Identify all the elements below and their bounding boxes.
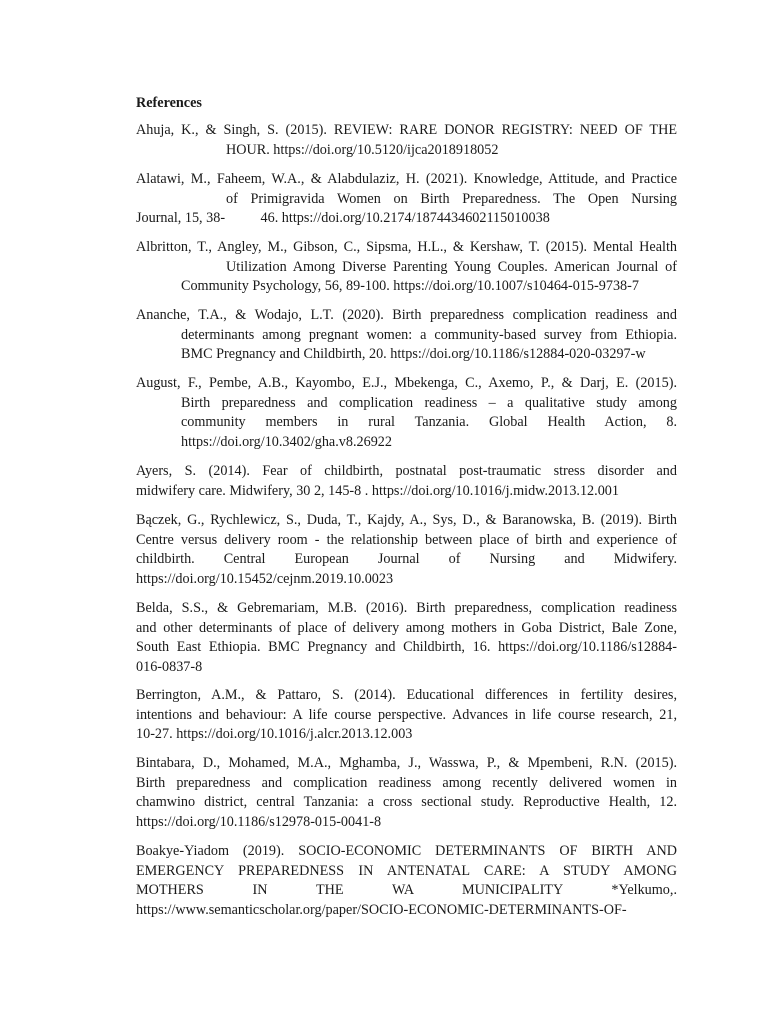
reference-entry-belda bbox=[136, 599, 677, 677]
reference-line: BMC Pregnancy and Childbirth, 20. https://doi.org/10.1186/s12884-020-03297-w bbox=[181, 346, 646, 363]
reference-entry-alatawi bbox=[136, 170, 677, 229]
reference-line: Alatawi, M., Faheem, W.A., & Alabdulaziz, H. (2021). Knowledge, Attitude, and Practice bbox=[136, 171, 677, 187]
reference-line: Birth preparedness and complication readiness – a qualitative study among bbox=[181, 394, 677, 411]
reference-line: community members in rural Tanzania. Global Health Action, 8. bbox=[181, 414, 677, 431]
reference-entry-ahuja bbox=[136, 121, 677, 160]
reference-entry-august bbox=[136, 374, 677, 452]
reference-line: https://doi.org/10.1186/s12978-015-0041-8 bbox=[136, 813, 382, 830]
reference-line: August, F., Pembe, A.B., Kayombo, E.J., Mbekenga, C., Axemo, P., & Darj, E. (2015). bbox=[136, 375, 677, 391]
reference-line: Albritton, T., Angley, M., Gibson, C., Sipsma, H.L., & Kershaw, T. (2015). Mental Health bbox=[136, 239, 677, 255]
reference-entry-berrington bbox=[136, 686, 677, 745]
reference-line: Bintabara, D., Mohamed, M.A., Mghamba, J., Wasswa, P., & Mpembeni, R.N. (2015). bbox=[136, 755, 677, 771]
reference-line: South East Ethiopia. BMC Pregnancy and Childbirth, 16. https://doi.org/10.1186/s12884- bbox=[136, 639, 677, 656]
reference-line: Berrington, A.M., & Pattaro, S. (2014). Educational differences in fertility desires, bbox=[136, 687, 677, 703]
reference-line: of Primigravida Women on Birth Preparedness. The Open Nursing bbox=[226, 190, 677, 207]
reference-line: chamwino district, central Tanzania: a cross sectional study. Reproductive Health, 12. bbox=[136, 794, 677, 811]
reference-line: https://www.semanticscholar.org/paper/SOCIO-ECONOMIC-DETERMINANTS-OF- bbox=[136, 901, 627, 918]
reference-entry-bintabara bbox=[136, 754, 677, 832]
reference-entry-ananche bbox=[136, 306, 677, 365]
reference-line: intentions and behaviour: A life course perspective. Advances in life course research, 21, bbox=[136, 706, 677, 723]
reference-line: Belda, S.S., & Gebremariam, M.B. (2016). Birth preparedness, complication readiness bbox=[136, 600, 677, 616]
reference-line: Ahuja, K., & Singh, S. (2015). REVIEW: RARE DONOR REGISTRY: NEED OF THE bbox=[136, 122, 677, 138]
references-heading: References bbox=[136, 95, 202, 111]
reference-line: MOTHERS IN THE WA MUNICIPALITY *Yelkumo,. bbox=[136, 882, 677, 899]
reference-line: https://doi.org/10.15452/cejnm.2019.10.0023 bbox=[136, 570, 394, 587]
reference-line: HOUR. https://doi.org/10.5120/ijca2018918052 bbox=[226, 141, 499, 158]
reference-line: Ananche, T.A., & Wodajo, L.T. (2020). Birth preparedness complication readiness and bbox=[136, 307, 677, 323]
reference-line: Utilization Among Diverse Parenting Young Couples. American Journal of bbox=[226, 258, 677, 275]
reference-line: 016-0837-8 bbox=[136, 658, 203, 675]
reference-line: https://doi.org/10.3402/gha.v8.26922 bbox=[181, 433, 392, 450]
reference-entry-albritton bbox=[136, 238, 677, 297]
reference-line: and other determinants of place of delivery among mothers in Goba District, Bale Zone, bbox=[136, 619, 677, 636]
reference-line: EMERGENCY PREPAREDNESS IN ANTENATAL CARE: A STUDY AMONG bbox=[136, 862, 677, 879]
reference-line: 10-27. https://doi.org/10.1016/j.alcr.2013.12.003 bbox=[136, 726, 413, 743]
reference-line: Boakye-Yiadom (2019). SOCIO-ECONOMIC DETERMINANTS OF BIRTH AND bbox=[136, 843, 677, 859]
reference-entry-baczek bbox=[136, 511, 677, 589]
reference-line: Journal, 15, 38- 46. https://doi.org/10.2174/1874434602115010038 bbox=[136, 210, 550, 227]
reference-line: determinants among pregnant women: a community-based survey from Ethiopia. bbox=[181, 326, 677, 343]
reference-line: Centre versus delivery room - the relationship between place of birth and experience of bbox=[136, 531, 677, 548]
reference-line: Community Psychology, 56, 89-100. https://doi.org/10.1007/s10464-015-9738-7 bbox=[181, 278, 639, 295]
reference-line: Birth preparedness and complication readiness among recently delivered women in bbox=[136, 774, 677, 791]
reference-entry-ayers bbox=[136, 462, 677, 501]
reference-line: childbirth. Central European Journal of Nursing and Midwifery. bbox=[136, 551, 677, 568]
reference-line: Ayers, S. (2014). Fear of childbirth, postnatal post-traumatic stress disorder and bbox=[136, 463, 677, 479]
reference-line: midwifery care. Midwifery, 30 2, 145-8 . https://doi.org/10.1016/j.midw.2013.12.001 bbox=[136, 482, 619, 499]
reference-entry-boakye-yiadom bbox=[136, 842, 677, 920]
reference-line: Bączek, G., Rychlewicz, S., Duda, T., Kajdy, A., Sys, D., & Baranowska, B. (2019). Birth bbox=[136, 512, 677, 528]
